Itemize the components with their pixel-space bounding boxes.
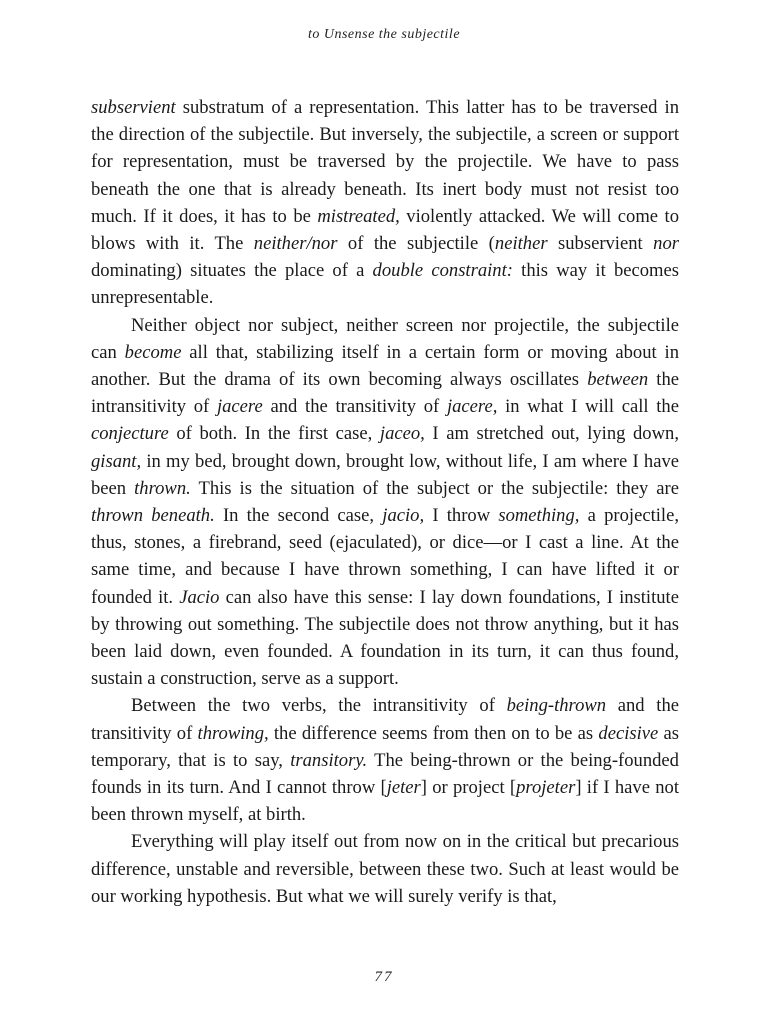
text-run: a projectile, thus, stones, a firebrand, seed (ejaculated), or dice—or I cast a line. At the same time, and because I have thrown something, I can have lifted it or founded it. [91, 505, 679, 608]
text-run: this way it becomes unrepresentable. [91, 260, 679, 309]
italic-run: double constraint: [372, 260, 513, 282]
italic-run: being-thrown [506, 695, 607, 717]
text-run: as temporary, that is to say, [91, 722, 680, 771]
text-run: subservient [547, 233, 654, 255]
paragraph [91, 828, 679, 910]
italic-run: gisant, [91, 450, 142, 472]
italic-run: decisive [598, 722, 659, 744]
text-run: substratum of a representation. This latter has to be traversed in the direction of the subjectile. But inversely, the subjectile, a screen or support for representation, must be traversed by the projectile. We have to pass beneath the one that is already beneath. Its inert body must not resist too much. If it does, it has to be [91, 97, 679, 227]
text-run: In the second case, [214, 505, 383, 527]
italic-run: thrown beneath. [91, 505, 215, 527]
text-run: and the transitivity of [91, 695, 679, 744]
italic-run: become [124, 341, 182, 363]
paragraph [91, 94, 679, 312]
paragraph [91, 692, 679, 828]
italic-run: throwing, [197, 722, 269, 744]
italic-run: something, [498, 505, 580, 527]
text-run: ] if I have not been thrown myself, at birth. [91, 777, 679, 826]
text-run: dominating) situates the place of a [91, 260, 373, 282]
italic-run: thrown. [134, 477, 191, 499]
text-run: the intransitivity of [91, 369, 679, 418]
running-head: to Unsense the subjectile [307, 27, 461, 42]
text-run: of the subjectile ( [337, 233, 495, 255]
italic-run: projeter [516, 777, 576, 799]
italic-run: jacio, [382, 505, 425, 527]
text-run: This is the situation of the subject or the subjectile: they are [190, 477, 680, 499]
italic-run: neither [494, 233, 548, 255]
text-run: Neither object nor subject, neither screen nor projectile, the subjectile can [91, 314, 679, 363]
text-run: I am stretched out, lying down, [424, 423, 679, 445]
text-run: can also have this sense: I lay down foundations, I institute by throwing out something. The subjectile does not throw anything, but it has been laid down, even founded. A foundation in its turn, it can thus found, sustain a construction, serve as a support. [91, 586, 679, 690]
text-run: in my bed, brought down, brought low, without life, I am where I have been [91, 450, 679, 499]
text-run: I throw [424, 505, 499, 527]
italic-run: jacere, [446, 396, 498, 418]
italic-run: nor [653, 233, 679, 255]
paragraph [91, 312, 679, 693]
text-run: of both. In the first case, [168, 423, 380, 445]
text-run: and the transitivity of [262, 396, 447, 418]
text-run: The being-thrown or the being-founded founds in its turn. And I cannot throw [ [91, 749, 679, 799]
text-run: violently attacked. We will come to blows with it. The [91, 205, 679, 255]
text-run: Between the two verbs, the intransitivity of [131, 695, 507, 717]
page-number: 77 [374, 969, 394, 985]
italic-run: between [587, 369, 649, 391]
body-text [91, 94, 679, 910]
text-run: in what I will call the [497, 396, 679, 418]
italic-run: Jacio [179, 586, 220, 608]
italic-run: jacere [216, 396, 263, 418]
text-run: ] or project [ [420, 777, 517, 799]
text-run: all that, stabilizing itself in a certain form or moving about in another. But the drama of its own becoming always oscillates [91, 341, 679, 391]
italic-run: subservient [91, 97, 176, 118]
text-run: Everything will play itself out from now on in the critical but precarious difference, unstable and reversible, between these two. Such at least would be our working hypothesis. But what we will surely verify is that, [91, 831, 679, 907]
text-run: the difference seems from then on to be as [268, 722, 599, 744]
italic-run: transitory. [290, 749, 368, 771]
italic-run: jaceo, [379, 423, 425, 445]
italic-run: conjecture [91, 423, 169, 445]
italic-run: mistreated, [317, 205, 400, 227]
italic-run: jeter [386, 777, 421, 799]
italic-run: neither/nor [253, 233, 338, 255]
